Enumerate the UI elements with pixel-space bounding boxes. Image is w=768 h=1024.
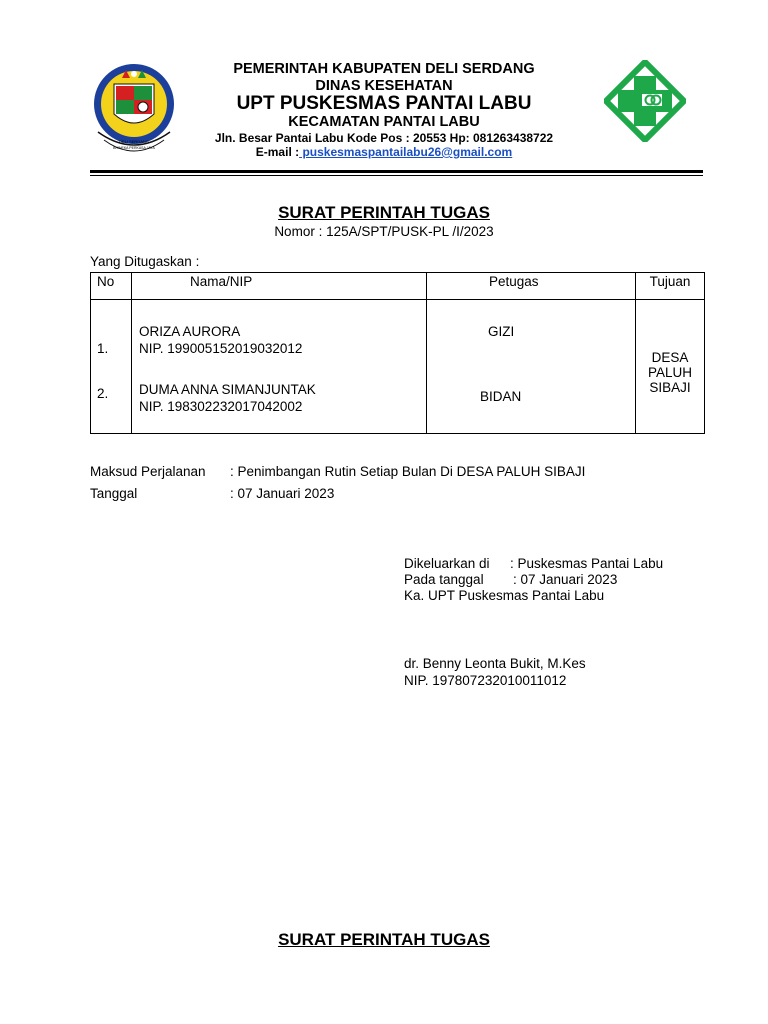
next-page-title: SURAT PERINTAH TUGAS	[278, 930, 490, 949]
purpose-value: : Penimbangan Rutin Setiap Bulan Di DESA PALUH SIBAJI	[230, 464, 586, 479]
cell-role	[427, 300, 636, 434]
header-rule-thin	[90, 175, 703, 176]
destination: DESA PALUH SIBAJI	[647, 350, 692, 395]
issued-date-value: : 07 Januari 2023	[513, 572, 618, 587]
logo-caption-text: DELI SERDANG	[119, 139, 149, 144]
staff-name: ORIZA AURORA	[139, 324, 241, 339]
table-row	[91, 300, 705, 434]
signatory-nip: NIP. 197807232010011012	[404, 673, 567, 688]
email-link[interactable]: puskesmaspantailabu26@gmail.com	[299, 145, 513, 159]
puskesmas-cross-logo	[604, 60, 686, 142]
table-header-row	[91, 273, 705, 300]
assigned-label: Yang Ditugaskan :	[90, 254, 200, 269]
office-name: DINAS KESEHATAN	[315, 78, 453, 94]
header-role: Petugas	[427, 273, 636, 300]
staff-role: BIDAN	[480, 389, 522, 404]
letter-title: SURAT PERINTAH TUGAS	[278, 203, 490, 222]
date-label: Tanggal	[90, 486, 138, 501]
logo-motto-text: BHINEKA PERKASA JAYA	[113, 146, 155, 150]
issued-at-value: : Puskesmas Pantai Labu	[510, 556, 664, 571]
date-value: : 07 Januari 2023	[230, 486, 335, 501]
email-label: E-mail :	[255, 145, 300, 159]
institution-name: UPT PUSKESMAS PANTAI LABU	[236, 93, 532, 114]
letter-number: Nomor : 125A/SPT/PUSK-PL /I/2023	[274, 224, 494, 239]
header-destination: Tujuan	[636, 273, 705, 300]
header-rule-thick	[90, 170, 703, 173]
header-no: No	[91, 273, 132, 300]
staff-role: GIZI	[488, 324, 515, 339]
signatory-title: Ka. UPT Puskesmas Pantai Labu	[404, 588, 605, 603]
issued-at-label: Dikeluarkan di	[404, 556, 490, 571]
header-name: Nama/NIP	[132, 273, 427, 300]
cell-name	[132, 300, 427, 434]
signatory-name: dr. Benny Leonta Bukit, M.Kes	[404, 656, 586, 671]
staff-nip: NIP. 198302232017042002	[139, 399, 303, 414]
email-line	[0, 145, 768, 159]
duty-table	[90, 272, 705, 434]
district-name: KECAMATAN PANTAI LABU	[288, 114, 480, 130]
cell-no	[91, 300, 132, 434]
purpose-label: Maksud Perjalanan	[90, 464, 206, 479]
issued-date-label: Pada tanggal	[404, 572, 484, 587]
staff-name: DUMA ANNA SIMANJUNTAK	[139, 382, 316, 397]
gov-name: PEMERINTAH KABUPATEN DELI SERDANG	[233, 61, 535, 77]
row-number: 2.	[97, 386, 109, 401]
address-line: Jln. Besar Pantai Labu Kode Pos : 20553 Hp: 081263438722	[214, 131, 554, 145]
staff-nip: NIP. 199005152019032012	[139, 341, 303, 356]
row-number: 1.	[97, 341, 109, 356]
cell-destination	[636, 300, 705, 434]
